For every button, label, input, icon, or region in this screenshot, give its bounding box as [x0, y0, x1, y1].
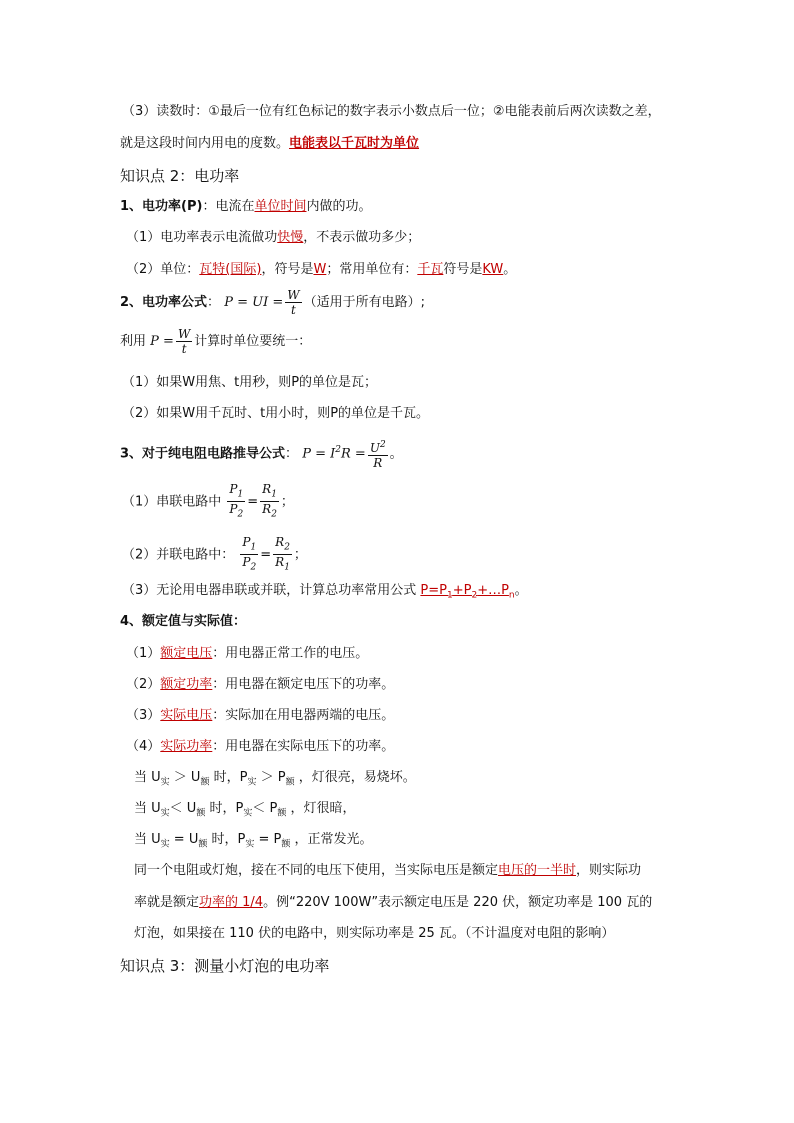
paragraph-reading-meter-1: （3）读数时：①最后一位有红色标记的数字表示小数点后一位；②电能表前后两次读数之差，: [122, 104, 661, 119]
fraction-w-over-t-2: $\frac{W}{t}$: [177, 327, 191, 356]
example-line-1: 同一个电阻或灯炮，接在不同的电压下使用，当实际电压是额定电压的一半时，则实际功: [134, 863, 642, 878]
fraction-p1-over-p2: $\frac{P_1}{P_2}$: [229, 482, 244, 520]
s4-heading: 4、额定值与实际值：: [120, 614, 247, 629]
example-line-2: 率就是额定功率的 1/4。例“220V 100W”表示额定电压是 220 伏，额定功率是 100 瓦的: [134, 895, 653, 910]
s4-item-4: （4）实际功率：用电器在实际电压下的功率。: [126, 739, 395, 754]
s4-item-1: （1）额定电压：用电器正常工作的电压。: [126, 646, 369, 661]
s1-item-1: （1）电功率表示电流做功快慢，不表示做功多少；: [126, 230, 421, 245]
s2-item-1: （1）如果W用焦、t用秒，则P的单位是瓦；: [122, 375, 378, 390]
case-higher-voltage: 当 $U_实 > U_额$ 时，$P_实 > P_额$ ，灯很亮，易烧坏。: [134, 770, 416, 788]
example-line-3: 灯泡，如果接在 110 伏的电路中，则实际功率是 25 瓦。（不计温度对电阻的影响）: [134, 926, 615, 941]
s4-item-3: （3）实际电压：实际加在用电器两端的电压。: [126, 708, 395, 723]
paragraph-reading-meter-2: 就是这段时间内用电的度数。电能表以千瓦时为单位: [120, 136, 420, 151]
s2-unit-note: 利用 P = $\frac{W}{t}$ 计算时单位要统一：: [120, 327, 312, 356]
fraction-w-over-t: $\frac{W}{t}$: [287, 288, 300, 317]
section-heading-kp3: 知识点 3：测量小灯泡的电功率: [120, 957, 330, 975]
s3-total-power: （3）无论用电器串联或并联，计算总功率常用公式 $P=P_1+P_2+\dots P_n$。: [122, 583, 528, 601]
s3-series: （1）串联电路中 $\frac{P_1}{P_2}$ = $\frac{R_1}{R_2}$ ；: [122, 482, 294, 520]
fraction-p1-over-p2-b: $\frac{P_1}{P_2}$: [242, 535, 257, 573]
highlight-kwh-unit: 电能表以千瓦时为单位: [289, 136, 420, 151]
fraction-r1-over-r2: $\frac{R_1}{R_2}$: [262, 482, 277, 520]
total-power-formula: $P=P_1+P_2+\dots P_n$: [420, 583, 515, 601]
case-lower-voltage: 当 $U_实< U_额$ 时，$P_实< P_额$ ，灯很暗，: [134, 801, 356, 819]
s3-formula: 3、对于纯电阻电路推导公式： $P = I^2R$ = $\frac{U^2}{R}$ 。: [120, 439, 403, 470]
s2-formula: 2、电功率公式： P = UI = $\frac{W}{t}$ （适用于所有电路）;: [120, 288, 425, 317]
fraction-u2-over-r: $\frac{U^2}{R}$: [369, 439, 386, 470]
fraction-r2-over-r1: $\frac{R_2}{R_1}$: [275, 535, 290, 573]
s3-parallel: （2）并联电路中： $\frac{P_1}{P_2}$ = $\frac{R_2}{R_1}$ ；: [122, 535, 307, 573]
s1-item-2: （2）单位：瓦特(国际)，符号是W；常用单位有：千瓦符号是KW。: [126, 262, 517, 277]
section-heading-kp2: 知识点 2：电功率: [120, 167, 240, 185]
s2-item-2: （2）如果W用千瓦时、t用小时，则P的单位是千瓦。: [122, 406, 430, 421]
s4-item-2: （2）额定功率：用电器在额定电压下的功率。: [126, 677, 395, 692]
case-equal-voltage: 当 $U_实 = U_额$ 时，$P_实 = P_额$ ，正常发光。: [134, 832, 373, 850]
s1-definition: 1、电功率(P)：电流在单位时间内做的功。: [120, 199, 372, 214]
